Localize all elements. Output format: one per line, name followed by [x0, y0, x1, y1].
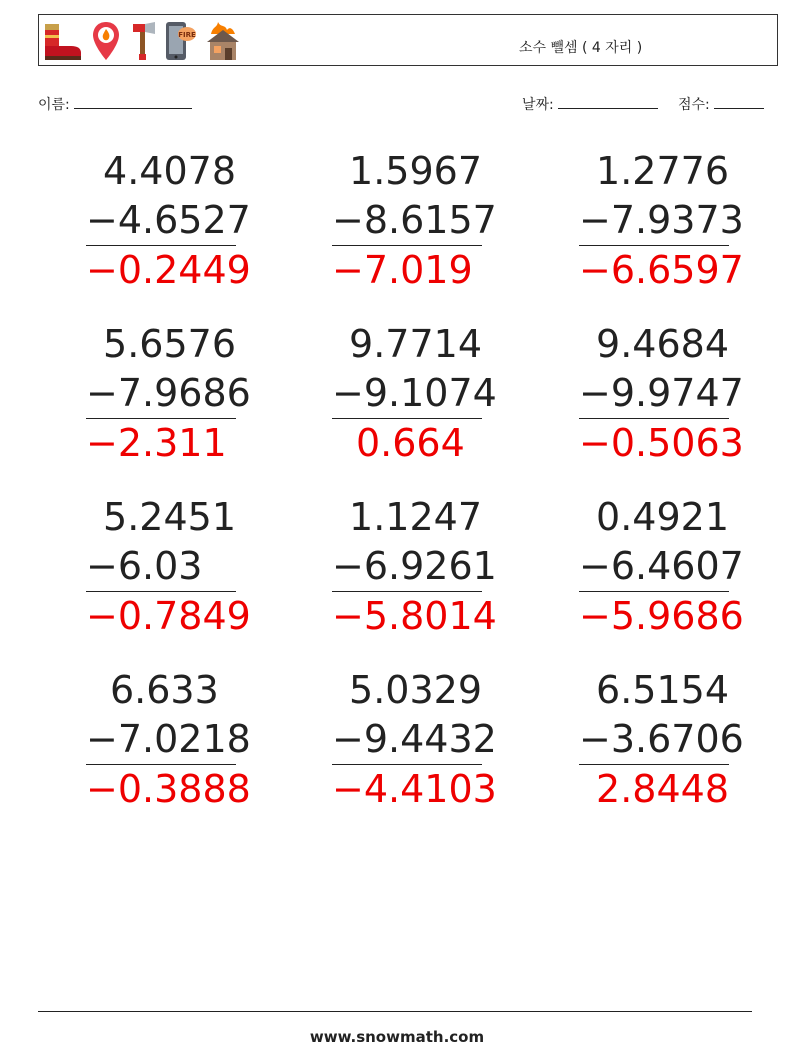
answer: −5.9686 [579, 594, 744, 638]
answer: −4.4103 [332, 767, 497, 811]
header-icons [41, 18, 243, 64]
answer: −0.2449 [86, 248, 251, 292]
problem-10 [86, 666, 251, 814]
minuend: 6.5154 [596, 668, 729, 712]
problem-3 [579, 147, 744, 295]
date-blank-line[interactable] [558, 94, 658, 109]
subtrahend: −9.4432 [332, 715, 482, 765]
problem-11 [332, 666, 497, 814]
problem-5 [332, 320, 497, 468]
subtrahend: −9.9747 [579, 369, 729, 419]
answer: −0.7849 [86, 594, 251, 638]
problem-8 [332, 493, 497, 641]
minuend: 1.2776 [596, 149, 729, 193]
minuend: 1.5967 [349, 149, 482, 193]
answer: −6.6597 [579, 248, 744, 292]
fire-location-pin-icon [91, 20, 121, 62]
name-blank-line[interactable] [74, 94, 192, 109]
fire-boot-icon [41, 20, 85, 62]
answer: −0.3888 [86, 767, 251, 811]
worksheet-title: 소수 뺄셈 ( 4 자리 ) [519, 40, 643, 56]
answer: −2.311 [86, 421, 227, 465]
subtrahend: −6.03 [86, 542, 236, 592]
svg-text:FIRE: FIRE [178, 31, 196, 39]
subtrahend: −6.4607 [579, 542, 729, 592]
minuend: 0.4921 [596, 495, 729, 539]
name-label: 이름: [38, 97, 70, 113]
problem-2 [332, 147, 497, 295]
answer: 2.8448 [596, 767, 729, 811]
score-label: 점수: [678, 97, 710, 113]
subtrahend: −8.6157 [332, 196, 482, 246]
problem-6 [579, 320, 744, 468]
answer: 0.664 [356, 421, 465, 465]
minuend: 5.2451 [103, 495, 236, 539]
minuend: 1.1247 [349, 495, 482, 539]
burning-house-icon [203, 20, 243, 62]
problem-12 [579, 666, 744, 814]
header-box [38, 14, 778, 66]
answer: −0.5063 [579, 421, 744, 465]
score-blank-line[interactable] [714, 94, 764, 109]
date-label: 날짜: [522, 97, 554, 113]
footer-site[interactable]: www.snowmath.com [309, 1028, 485, 1046]
footer-divider [38, 1011, 752, 1012]
problem-9 [579, 493, 744, 641]
subtrahend: −7.9373 [579, 196, 729, 246]
subtrahend: −6.9261 [332, 542, 482, 592]
minuend: 9.4684 [596, 322, 729, 366]
subtrahend: −7.9686 [86, 369, 236, 419]
answer: −5.8014 [332, 594, 497, 638]
fire-axe-icon [127, 20, 157, 62]
minuend: 5.6576 [103, 322, 236, 366]
subtrahend: −7.0218 [86, 715, 236, 765]
subtrahend: −9.1074 [332, 369, 482, 419]
minuend: 4.4078 [103, 149, 236, 193]
subtrahend: −4.6527 [86, 196, 236, 246]
answer: −7.019 [332, 248, 473, 292]
score-field [678, 94, 764, 114]
minuend: 5.0329 [349, 668, 482, 712]
problem-7 [86, 493, 251, 641]
name-field [38, 94, 192, 114]
problem-1 [86, 147, 251, 295]
subtrahend: −3.6706 [579, 715, 729, 765]
problem-4 [86, 320, 251, 468]
minuend: 6.633 [110, 668, 219, 712]
fire-phone-icon [163, 20, 197, 62]
minuend: 9.7714 [349, 322, 482, 366]
date-field [522, 94, 658, 114]
